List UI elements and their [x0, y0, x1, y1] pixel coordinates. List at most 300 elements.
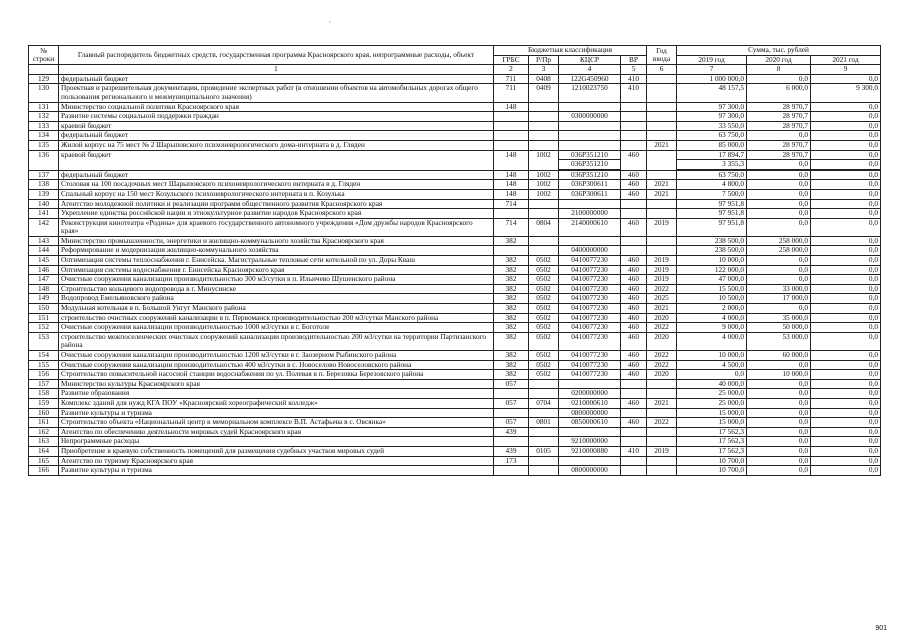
row-kcsr: 036P351210 [559, 170, 621, 180]
row-name: Агентство по обеспечению деятельности мировых судей Красноярского края [59, 427, 494, 437]
row-rpr: 0502 [529, 256, 559, 266]
row-name: Развитие системы социальной поддержки граждан [59, 112, 494, 122]
row-vr: 460 [621, 398, 647, 408]
row-vr: 460 [621, 418, 647, 428]
header-num: 1 [59, 65, 494, 75]
row-number: 135 [29, 140, 59, 150]
row-sum-2019: 4 000,0 [677, 313, 747, 323]
row-sum-2021: 0,0 [811, 209, 881, 219]
row-number: 161 [29, 418, 59, 428]
row-kcsr: 036P300611 [559, 180, 621, 190]
table-row [29, 379, 881, 389]
row-sum-2020: 0,0 [747, 304, 811, 314]
row-rpr: 0502 [529, 332, 559, 350]
row-sum-2020: 0,0 [747, 189, 811, 199]
row-name: Реформирование и модернизация жилищно-коммунального хозяйства [59, 246, 494, 256]
table-row [29, 84, 881, 102]
row-sum-2021: 0,0 [811, 180, 881, 190]
row-grbs [494, 408, 529, 418]
row-sum-2019: 122 000,0 [677, 265, 747, 275]
row-vr: 460 [621, 265, 647, 275]
row-sum-2019: 4 500,0 [677, 360, 747, 370]
row-number: 129 [29, 74, 59, 84]
row-vr [621, 408, 647, 418]
row-number: 141 [29, 209, 59, 219]
row-vr: 410 [621, 74, 647, 84]
scan-mark: , [329, 16, 331, 24]
header-vr: ВР [621, 55, 647, 65]
row-number: 162 [29, 427, 59, 437]
row-rpr [529, 199, 559, 209]
row-rpr [529, 140, 559, 150]
row-year: 2020 [647, 313, 677, 323]
row-name: Жилой корпус на 75 мест № 2 Шарыповского психоневрологического дома-интерната в д. Гляден [59, 140, 494, 150]
row-sum-2020: 0,0 [747, 466, 811, 476]
row-sum-2021: 0,0 [811, 408, 881, 418]
row-rpr: 1002 [529, 180, 559, 190]
row-vr: 410 [621, 84, 647, 102]
row-grbs: 382 [494, 304, 529, 314]
row-year [647, 466, 677, 476]
row-year [647, 170, 677, 180]
row-grbs: 439 [494, 446, 529, 456]
row-rpr [529, 466, 559, 476]
row-year: 2021 [647, 189, 677, 199]
table-row [29, 209, 881, 219]
row-number: 159 [29, 398, 59, 408]
header-kcsr: КЦСР [559, 55, 621, 65]
row-rpr [529, 408, 559, 418]
row-grbs: 382 [494, 313, 529, 323]
row-grbs: 382 [494, 370, 529, 380]
row-sum-2021: 0,0 [811, 275, 881, 285]
row-number: 138 [29, 180, 59, 190]
header-budget-classification: Бюджетная классификация [494, 46, 647, 56]
row-number: 149 [29, 294, 59, 304]
row-grbs: 382 [494, 256, 529, 266]
row-kcsr [559, 102, 621, 112]
row-sum-2021: 0,0 [811, 256, 881, 266]
row-number: 137 [29, 170, 59, 180]
row-rpr [529, 437, 559, 447]
row-name: Строительство объекта «Национальный центр в мемориальном комплексе В.П. Астафьева в с. Овсянка» [59, 418, 494, 428]
row-number: 134 [29, 131, 59, 141]
row-grbs: 382 [494, 323, 529, 333]
row-vr [621, 112, 647, 122]
row-name: Развитие образования [59, 389, 494, 399]
header-num: 7 [677, 65, 747, 75]
row-sum-2020: 0,0 [747, 437, 811, 447]
row-kcsr [559, 131, 621, 141]
row-vr [621, 102, 647, 112]
table-row [29, 246, 881, 256]
row-name: Оптимизация системы водоснабжения г. Енисейска Красноярского края [59, 265, 494, 275]
row-name: строительство очистных сооружений канализации в п. Первоманск производительностью 200 м3/сутки Манского района [59, 313, 494, 323]
row-sum-2021: 0,0 [811, 246, 881, 256]
row-name: Столовая на 100 посадочных мест Шарыповского психоневрологического интерната в д. Гляден [59, 180, 494, 190]
row-rpr: 1002 [529, 150, 559, 170]
row-grbs [494, 437, 529, 447]
table-row [29, 398, 881, 408]
row-rpr: 0502 [529, 313, 559, 323]
row-number: 154 [29, 351, 59, 361]
row-grbs [494, 112, 529, 122]
row-sum-2020: 0,0 [747, 199, 811, 209]
row-vr: 460 [621, 294, 647, 304]
row-sum-2019: 97 951,8 [677, 209, 747, 219]
row-rpr [529, 427, 559, 437]
row-year: 2019 [647, 265, 677, 275]
header-num: 2 [494, 65, 529, 75]
row-sum-2019: 10 500,0 [677, 294, 747, 304]
row-sum-2020: 0,0 [747, 256, 811, 266]
row-rpr: 0704 [529, 398, 559, 408]
row-sum-2021: 0,0 [811, 313, 881, 323]
row-sum-2019: 10 700,0 [677, 466, 747, 476]
row-sum-2020: 0,0 [747, 398, 811, 408]
table-row [29, 332, 881, 350]
row-kcsr: 0200000000 [559, 389, 621, 399]
table-row [29, 284, 881, 294]
row-sum-2019: 17 562,3 [677, 427, 747, 437]
row-number: 164 [29, 446, 59, 456]
row-name: Агентство по туризму Красноярского края [59, 456, 494, 466]
table-row [29, 408, 881, 418]
row-sum-2019: 4 000,0 [677, 332, 747, 350]
row-rpr [529, 209, 559, 219]
row-sum-2021: 0,0 [811, 437, 881, 447]
table-row [29, 360, 881, 370]
row-number: 153 [29, 332, 59, 350]
row-sum-2021: 0,0 [811, 236, 881, 246]
row-sum-2020: 0,0 [747, 170, 811, 180]
row-year [647, 389, 677, 399]
row-vr [621, 209, 647, 219]
row-sum-2020: 0,0 [747, 180, 811, 190]
row-kcsr: 9210000880 [559, 446, 621, 456]
table-row [29, 189, 881, 199]
row-vr [621, 199, 647, 209]
header-num: 9 [811, 65, 881, 75]
row-sum-2019: 17 562,3 [677, 446, 747, 456]
budget-table-container [28, 45, 880, 476]
row-vr [621, 379, 647, 389]
row-sum-2020: 50 000,0 [747, 323, 811, 333]
row-rpr: 0502 [529, 294, 559, 304]
table-row [29, 323, 881, 333]
row-sum-2019: 0,0 [677, 370, 747, 380]
row-kcsr [559, 140, 621, 150]
row-year: 2025 [647, 294, 677, 304]
row-kcsr [559, 199, 621, 209]
row-sum-2021: 0,0 [811, 150, 881, 160]
table-header [29, 46, 881, 75]
row-rpr [529, 379, 559, 389]
table-row [29, 102, 881, 112]
table-row [29, 180, 881, 190]
row-grbs: 148 [494, 102, 529, 112]
row-sum-2019: 10 000,0 [677, 351, 747, 361]
row-sum-2020: 60 000,0 [747, 351, 811, 361]
row-year: 2022 [647, 418, 677, 428]
row-sum-2019: 238 500,0 [677, 246, 747, 256]
row-vr: 460 [621, 180, 647, 190]
row-name: Развитие культуры и туризма [59, 408, 494, 418]
row-grbs: 148 [494, 150, 529, 170]
header-2020: 2020 год [747, 55, 811, 65]
row-number: 155 [29, 360, 59, 370]
row-grbs [494, 209, 529, 219]
row-name: Очистные сооружения канализации производительностью 1200 м3/сутки в г. Заозерном Рыбинского района [59, 351, 494, 361]
row-rpr [529, 112, 559, 122]
row-grbs: 714 [494, 218, 529, 236]
row-rpr [529, 102, 559, 112]
row-number: 148 [29, 284, 59, 294]
row-grbs: 057 [494, 398, 529, 408]
row-sum-2020: 6 000,0 [747, 84, 811, 102]
header-year: Год ввода [647, 46, 677, 65]
row-sum-2020: 0,0 [747, 131, 811, 141]
row-rpr: 0502 [529, 304, 559, 314]
row-number: 145 [29, 256, 59, 266]
row-vr [621, 456, 647, 466]
row-sum-2020: 0,0 [747, 160, 811, 170]
row-rpr: 0502 [529, 275, 559, 285]
row-sum-2019: 17 894,7 [677, 150, 747, 160]
row-grbs [494, 131, 529, 141]
row-grbs: 382 [494, 236, 529, 246]
row-number: 166 [29, 466, 59, 476]
row-sum-2021: 0,0 [811, 323, 881, 333]
row-sum-2020: 0,0 [747, 360, 811, 370]
row-sum-2019: 10 000,0 [677, 256, 747, 266]
row-sum-2021: 0,0 [811, 332, 881, 350]
row-sum-2020: 28 970,7 [747, 140, 811, 150]
row-sum-2019: 63 750,0 [677, 170, 747, 180]
row-vr [621, 236, 647, 246]
table-row [29, 389, 881, 399]
row-kcsr: 036P351210 [559, 160, 621, 170]
row-sum-2021: 0,0 [811, 160, 881, 170]
row-kcsr: 2140000610 [559, 218, 621, 236]
table-row [29, 313, 881, 323]
row-sum-2020: 28 970,7 [747, 150, 811, 160]
row-vr [621, 131, 647, 141]
row-name: федеральный бюджет [59, 74, 494, 84]
row-sum-2021: 0,0 [811, 389, 881, 399]
row-sum-2019: 25 000,0 [677, 389, 747, 399]
row-name: Строительство повысительной насосной станции водоснабжения по ул. Полевая в п. Березовка Березовского района [59, 370, 494, 380]
row-sum-2021: 0,0 [811, 112, 881, 122]
row-vr: 460 [621, 150, 647, 170]
row-sum-2020: 28 970,7 [747, 102, 811, 112]
row-number: 150 [29, 304, 59, 314]
row-rpr: 0105 [529, 446, 559, 456]
row-kcsr: 122G450960 [559, 74, 621, 84]
row-sum-2019: 15 000,0 [677, 408, 747, 418]
row-sum-2020: 0,0 [747, 379, 811, 389]
row-number: 147 [29, 275, 59, 285]
row-name: Строительство кольцевого водопровода в г. Минусинске [59, 284, 494, 294]
row-year [647, 437, 677, 447]
row-sum-2021: 0,0 [811, 284, 881, 294]
row-kcsr [559, 379, 621, 389]
header-num: 6 [647, 65, 677, 75]
row-vr: 460 [621, 351, 647, 361]
row-kcsr: 0410077230 [559, 332, 621, 350]
row-sum-2021: 0,0 [811, 189, 881, 199]
row-sum-2019: 97 300,0 [677, 112, 747, 122]
table-row [29, 218, 881, 236]
row-sum-2019: 97 951,8 [677, 199, 747, 209]
row-sum-2019: 238 500,0 [677, 236, 747, 246]
table-row [29, 199, 881, 209]
row-sum-2021: 9 300,0 [811, 84, 881, 102]
table-row [29, 131, 881, 141]
row-year: 2019 [647, 446, 677, 456]
row-grbs: 382 [494, 294, 529, 304]
header-row-number: № строки [29, 46, 59, 65]
table-row [29, 74, 881, 84]
row-vr [621, 246, 647, 256]
row-name: Министерство промышленности, энергетики и жилищно-коммунального хозяйства Красноярского края [59, 236, 494, 246]
row-year: 2022 [647, 360, 677, 370]
row-rpr: 1002 [529, 170, 559, 180]
row-rpr: 0409 [529, 84, 559, 102]
row-year: 2020 [647, 370, 677, 380]
row-name: Развитие культуры и туризма [59, 466, 494, 476]
row-sum-2021: 0,0 [811, 360, 881, 370]
row-kcsr: 0400000000 [559, 246, 621, 256]
row-sum-2019: 3 355,3 [677, 160, 747, 170]
row-sum-2021: 0,0 [811, 140, 881, 150]
row-vr: 460 [621, 275, 647, 285]
row-name: Министерство культуры Красноярского края [59, 379, 494, 389]
row-sum-2021: 0,0 [811, 466, 881, 476]
row-grbs: 714 [494, 199, 529, 209]
row-sum-2021: 0,0 [811, 446, 881, 456]
row-grbs [494, 389, 529, 399]
row-kcsr: 0410077230 [559, 351, 621, 361]
table-body [29, 74, 881, 475]
row-year [647, 236, 677, 246]
row-sum-2019: 97 951,8 [677, 218, 747, 236]
header-num: 8 [747, 65, 811, 75]
row-year [647, 131, 677, 141]
row-rpr: 1002 [529, 189, 559, 199]
row-year: 2021 [647, 140, 677, 150]
row-sum-2020: 0,0 [747, 209, 811, 219]
row-vr: 460 [621, 360, 647, 370]
row-name: федеральный бюджет [59, 170, 494, 180]
table-row [29, 112, 881, 122]
row-year: 2020 [647, 332, 677, 350]
row-name: Комплекс зданий для нужд КГА ПОУ «Красноярский хореографический колледж» [59, 398, 494, 408]
row-sum-2021: 0,0 [811, 304, 881, 314]
row-name: краевой бюджет [59, 150, 494, 170]
row-kcsr: 0210000610 [559, 398, 621, 408]
row-grbs: 057 [494, 379, 529, 389]
row-grbs: 439 [494, 427, 529, 437]
row-number: 158 [29, 389, 59, 399]
row-name: Водопровод Емельяновского района [59, 294, 494, 304]
row-sum-2020: 258 000,0 [747, 246, 811, 256]
row-sum-2019: 9 000,0 [677, 323, 747, 333]
row-sum-2020: 10 000,0 [747, 370, 811, 380]
row-kcsr: 0410077230 [559, 304, 621, 314]
row-sum-2019: 7 500,0 [677, 189, 747, 199]
row-grbs [494, 246, 529, 256]
row-vr: 460 [621, 304, 647, 314]
row-number: 143 [29, 236, 59, 246]
budget-table [28, 45, 881, 476]
row-vr [621, 389, 647, 399]
row-sum-2019: 10 700,0 [677, 456, 747, 466]
row-grbs [494, 121, 529, 131]
row-kcsr: 0800000000 [559, 408, 621, 418]
row-vr: 460 [621, 284, 647, 294]
row-sum-2021: 0,0 [811, 427, 881, 437]
row-grbs: 382 [494, 360, 529, 370]
row-name: Спальный корпус на 150 мест Козульского психоневрологического интерната в п. Козулька [59, 189, 494, 199]
row-rpr: 0502 [529, 370, 559, 380]
row-sum-2021: 0,0 [811, 170, 881, 180]
row-sum-2019: 85 000,0 [677, 140, 747, 150]
row-rpr: 0502 [529, 284, 559, 294]
header-num: 4 [559, 65, 621, 75]
row-grbs: 148 [494, 180, 529, 190]
row-kcsr: 9210000000 [559, 437, 621, 447]
row-grbs: 057 [494, 418, 529, 428]
row-name: Оптимизация системы теплоснабжения г. Енисейска. Магистральные тепловые сети котельной по ул. Доры Кваш [59, 256, 494, 266]
row-name: Министерство социальной политики Красноярского края [59, 102, 494, 112]
row-vr [621, 121, 647, 131]
row-year [647, 74, 677, 84]
row-grbs: 382 [494, 265, 529, 275]
header-num: 5 [621, 65, 647, 75]
row-sum-2019: 40 000,0 [677, 379, 747, 389]
row-sum-2021: 0,0 [811, 74, 881, 84]
row-year [647, 209, 677, 219]
row-kcsr: 0410077230 [559, 360, 621, 370]
row-sum-2020: 28 970,7 [747, 112, 811, 122]
row-sum-2019: 4 800,0 [677, 180, 747, 190]
row-kcsr [559, 427, 621, 437]
row-number: 132 [29, 112, 59, 122]
table-row [29, 370, 881, 380]
row-grbs [494, 140, 529, 150]
row-name: Укрепление единства российской нации и этнокультурное развитие народов Красноярского края [59, 209, 494, 219]
row-year [647, 121, 677, 131]
row-name: Очистные сооружения канализации производительностью 300 м3/сутки в п. Ильичево Шушенского района [59, 275, 494, 285]
page-number: 901 [875, 625, 887, 632]
row-vr: 460 [621, 170, 647, 180]
row-grbs: 173 [494, 456, 529, 466]
row-rpr: 0502 [529, 323, 559, 333]
row-kcsr: 0410077230 [559, 323, 621, 333]
row-sum-2019: 47 000,0 [677, 275, 747, 285]
row-sum-2021: 0,0 [811, 218, 881, 236]
row-sum-2020: 0,0 [747, 275, 811, 285]
row-name: Модульная котельная в п. Большой Унгут Манского района [59, 304, 494, 314]
row-year [647, 427, 677, 437]
row-rpr [529, 456, 559, 466]
row-number: 131 [29, 102, 59, 112]
row-name: Очистные сооружения канализации производительностью 1000 м3/сутки в г. Боготоле [59, 323, 494, 333]
row-sum-2021: 0,0 [811, 351, 881, 361]
row-sum-2019: 25 000,0 [677, 398, 747, 408]
row-year: 2022 [647, 284, 677, 294]
